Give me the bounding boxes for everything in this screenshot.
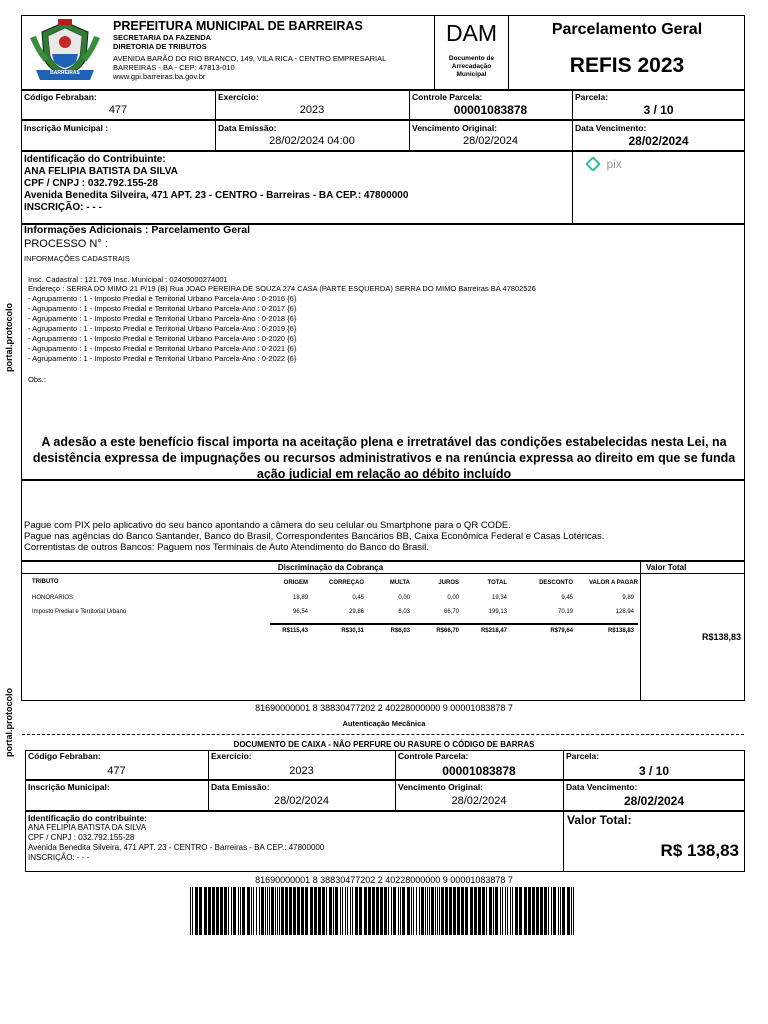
barcode-bar — [431, 887, 434, 935]
barcode-bar — [256, 887, 257, 935]
header-address-1: AVENIDA BARÃO DO RIO BRANCO, 149, VILA RICA - CENTRO EMPRESARIAL — [113, 54, 387, 63]
barcode-bar — [267, 887, 268, 935]
exercicio-value: 2023 — [299, 104, 325, 116]
header-website: www.gpi.barreiras.ba.gov.br — [113, 72, 206, 81]
brasao-banner-text: BARREIRAS — [50, 70, 80, 76]
barcode-bar — [449, 887, 452, 935]
endereco-imovel: Endereço : SERRA DO MIMO 21 P/19 (B) Rua JOAO PEREIRA DE SOUZA 274 CASA (PARTE ESQUERDA) SERRA DO MIMO Barreiras BA 47802526 — [28, 284, 536, 293]
barcode-bar — [259, 887, 260, 935]
barcode-bar — [216, 887, 219, 935]
parcela-value: 3 / 10 — [643, 103, 674, 117]
barcode-bar — [228, 887, 229, 935]
barcode-bar — [402, 887, 405, 935]
barcode-bar — [281, 887, 284, 935]
stub-controle-parcela-value: 00001083878 — [442, 764, 516, 778]
barcode-bar — [380, 887, 383, 935]
row-multa: 0,00 — [398, 595, 410, 601]
barcode-bar — [195, 887, 198, 935]
dam-desc-3: Municipal — [456, 71, 487, 78]
barcode-bar — [352, 887, 353, 935]
barcode-bar — [190, 887, 191, 935]
stub-data-vencimento-value: 28/02/2024 — [623, 794, 685, 808]
obs-label: Obs.: — [28, 375, 46, 384]
aviso-legal: A adesão a este benefício fiscal importa na aceitação plena e irretratável das condições estabelecidas nesta Lei, na desistência expressa de impugnações ou recursos administrativos e na renúncia expressa ao direito em que se funda ação judicial em relação ao débito incluído — [32, 435, 736, 481]
cobranca-title: Discriminação da Cobrança — [277, 563, 384, 572]
barcode-bar — [548, 887, 549, 935]
informacoes-cadastrais: INFORMAÇÕES CADASTRAIS — [24, 254, 130, 263]
barcode-bar — [453, 887, 456, 935]
stub-contribuinte-title: Identificação do contribuinte: — [28, 813, 148, 823]
barcode-bar — [512, 887, 513, 935]
barcode-bar — [271, 887, 274, 935]
barcode-bar — [416, 887, 417, 935]
barcode-bar — [368, 887, 371, 935]
barcode-bar — [240, 887, 241, 935]
stub-inscricao-label: Inscrição Municipal: — [28, 782, 110, 792]
barcode-bar — [429, 887, 430, 935]
barcode-bar — [388, 887, 389, 935]
barcode-bar — [441, 887, 444, 935]
contribuinte-div — [572, 151, 573, 224]
total-correcao: R$30,31 — [341, 628, 364, 634]
barcode-bar — [384, 887, 387, 935]
row-valor-pagar: 9,89 — [622, 595, 634, 601]
barcode-bar — [224, 887, 227, 935]
barcode-bar — [540, 887, 543, 935]
barcode-bar — [524, 887, 527, 935]
autenticacao-mecanica: Autenticação Mecânica — [342, 719, 426, 728]
barcode-bar — [372, 887, 375, 935]
agrupamento-item: - Agrupamento : 1 - Imposto Predial e Territorial Urbano Parcela-Ano : 0-2016 {6} — [28, 294, 297, 303]
cut-line — [22, 734, 744, 735]
total-desconto: R$79,64 — [550, 628, 573, 634]
documento-caixa: DOCUMENTO DE CAIXA - NÃO PERFURE OU RASURE O CÓDIGO DE BARRAS — [233, 740, 535, 749]
stub-vencimento-original-value: 28/02/2024 — [451, 795, 507, 807]
col-origem: ORIGEM — [283, 580, 308, 586]
stub-data-vencimento-label: Data Vencimento: — [566, 782, 638, 792]
side-label-top: portal.protocolo — [4, 303, 14, 372]
barcode-bar — [551, 887, 552, 935]
barcode-bar — [398, 887, 399, 935]
controle-parcela-value: 00001083878 — [453, 103, 528, 117]
row-origem: 96,54 — [292, 609, 308, 615]
barcode-bar — [573, 887, 574, 935]
contribuinte-endereco: Avenida Benedita Silveira, 471 APT. 23 - CENTRO - Barreiras - BA CEP.: 47800000 — [24, 190, 409, 201]
dam-desc-2: Arrecadação — [451, 63, 492, 70]
barcode-bar — [437, 887, 438, 935]
data-emissao-value: 28/02/2024 04:00 — [269, 135, 355, 147]
col-juros: JUROS — [438, 580, 459, 586]
barcode-bar — [269, 887, 270, 935]
stub-contribuinte-cpf: CPF / CNPJ : 032.792.155-28 — [28, 833, 135, 842]
insc-cadastral: Insc. Cadastral : 121.769 Insc. Municipal : 02405000274001 — [28, 275, 228, 284]
barcode-bar — [233, 887, 236, 935]
controle-parcela-label: Controle Parcela: — [412, 92, 483, 102]
total-valor-pagar: R$138,83 — [607, 628, 634, 634]
barcode-bar — [393, 887, 396, 935]
barcode-bar — [277, 887, 278, 935]
barcode-bar — [536, 887, 539, 935]
barcode-bar — [427, 887, 428, 935]
linha-digitavel: 81690000001 8 38830477202 2 40228000000 9 00001083878 7 — [255, 703, 513, 713]
barcode-bar — [486, 887, 487, 935]
col-desconto: DESCONTO — [539, 580, 573, 586]
barcode-bar — [532, 887, 535, 935]
diretoria-text: DIRETORIA DE TRIBUTOS — [113, 42, 207, 51]
programa-title: REFIS 2023 — [569, 54, 685, 77]
barcode-bar — [482, 887, 485, 935]
processo-label: PROCESSO N° : — [24, 238, 108, 250]
barcode-bar — [558, 887, 559, 935]
row-juros: 66,70 — [443, 609, 459, 615]
prefeitura-title: PREFEITURA MUNICIPAL DE BARREIRAS — [113, 19, 363, 33]
barcode-bar — [212, 887, 215, 935]
stub-contribuinte-inscricao: INSCRIÇÃO: - - - — [28, 853, 90, 862]
barcode-bar — [478, 887, 481, 935]
row-correcao: 0,45 — [352, 595, 364, 601]
cobranca-div — [640, 561, 641, 701]
cobranca-header-line — [21, 573, 745, 574]
barcode-bar — [342, 887, 343, 935]
barcode-bar — [322, 887, 325, 935]
barcode-bar — [407, 887, 410, 935]
pix-icon — [586, 157, 600, 171]
barcode-bar — [231, 887, 232, 935]
stub-parcela-value: 3 / 10 — [638, 764, 670, 778]
stub-codigo-febraban-label: Código Febraban: — [28, 751, 101, 761]
barcode-bar — [421, 887, 424, 935]
barcode-bar — [199, 887, 202, 935]
barcode-bar — [247, 887, 250, 935]
barcode-bar — [515, 887, 518, 935]
col-valor-pagar: VALOR A PAGAR — [589, 580, 638, 586]
barcode-bar — [335, 887, 338, 935]
stub-controle-parcela-label: Controle Parcela: — [398, 751, 469, 761]
stub-data-emissao-label: Data Emissão: — [211, 782, 270, 792]
row-tributo: Imposto Predial e Territorial Urbano — [32, 609, 127, 615]
barcode-bar — [340, 887, 341, 935]
barcode-bar — [364, 887, 367, 935]
secretaria-text: SECRETARIA DA FAZENDA — [113, 33, 212, 42]
barcode-bar — [544, 887, 547, 935]
barcode-bar — [289, 887, 292, 935]
barcode-bar — [461, 887, 464, 935]
barcode-bar — [347, 887, 348, 935]
dam-desc-1: Documento de — [448, 55, 495, 62]
barcode-bar — [251, 887, 252, 935]
row-desconto: 70,19 — [557, 609, 573, 615]
barcode-bar — [439, 887, 440, 935]
totals-line — [270, 623, 638, 625]
barcode-bar — [502, 887, 503, 935]
contribuinte-nome: ANA FELIPIA BATISTA DA SILVA — [24, 166, 178, 177]
barcode-bar — [419, 887, 420, 935]
barcode-bar — [571, 887, 572, 935]
data-vencimento-label: Data Vencimento: — [575, 123, 647, 133]
barcode-bar — [376, 887, 379, 935]
dam-title: DAM — [445, 20, 498, 46]
col-multa: MULTA — [389, 580, 410, 586]
stub-codigo-febraban-value: 477 — [107, 765, 126, 777]
agrupamento-item: - Agrupamento : 1 - Imposto Predial e Territorial Urbano Parcela-Ano : 0-2017 {6} — [28, 304, 297, 313]
contribuinte-title: Identificação do Contribuinte: — [24, 154, 166, 165]
barcode-bar — [208, 887, 211, 935]
info-title: Informações Adicionais : Parcelamento Geral — [24, 224, 251, 236]
col-tributo: TRIBUTO — [32, 579, 59, 585]
barcode-bar — [391, 887, 392, 935]
barcode-bar — [279, 887, 280, 935]
barcode-bar — [350, 887, 351, 935]
row-valor-pagar: 128,94 — [615, 609, 634, 615]
row-desconto: 9,45 — [561, 595, 573, 601]
barcode-bar — [495, 887, 498, 935]
stub-exercicio-value: 2023 — [289, 765, 314, 777]
barcode-bar — [519, 887, 522, 935]
barcode-bar — [505, 887, 506, 935]
vencimento-original-label: Vencimento Original: — [412, 123, 498, 133]
barcode-bar — [318, 887, 321, 935]
agrupamento-item: - Agrupamento : 1 - Imposto Predial e Territorial Urbano Parcela-Ano : 0-2022 {6} — [28, 354, 297, 363]
barcode-bar — [567, 887, 570, 935]
total-total: R$218,47 — [480, 628, 507, 634]
barcode-bar — [507, 887, 508, 935]
barcode-bar — [562, 887, 565, 935]
row-origem: 18,89 — [292, 595, 308, 601]
pix-text: pix — [606, 156, 622, 171]
row-multa: 6,03 — [398, 609, 410, 615]
barcode-bar — [220, 887, 223, 935]
agrupamento-item: - Agrupamento : 1 - Imposto Predial e Territorial Urbano Parcela-Ano : 0-2019 {6} — [28, 324, 297, 333]
barcode-bar — [411, 887, 412, 935]
barcode-bar — [265, 887, 266, 935]
barcode-bar — [285, 887, 288, 935]
row-correcao: 29,86 — [348, 609, 364, 615]
barcode-bar — [445, 887, 448, 935]
data-vencimento-value: 28/02/2024 — [628, 134, 689, 148]
stub-linha-digitavel: 81690000001 8 38830477202 2 40228000000 9 00001083878 7 — [255, 875, 513, 885]
barcode-bar — [333, 887, 334, 935]
barcode-bar — [359, 887, 362, 935]
inscricao-municipal-label: Inscrição Municipal : — [24, 123, 109, 133]
barcode-bar — [474, 887, 477, 935]
barcode-bar — [345, 887, 346, 935]
contribuinte-inscricao: INSCRIÇÃO: - - - — [24, 202, 102, 213]
header-address-2: BARREIRAS - BA - CEP: 47813-010 — [113, 63, 235, 72]
barcode-bar — [493, 887, 494, 935]
stub-vencimento-original-label: Vencimento Original: — [398, 782, 484, 792]
barcode-bar — [489, 887, 492, 935]
side-label-bottom: portal.protocolo — [4, 688, 14, 757]
barcode-bar — [301, 887, 304, 935]
exercicio-label: Exercício: — [218, 92, 259, 102]
barcode-bar — [192, 887, 193, 935]
stub-contribuinte-nome: ANA FELIPIA BATISTA DA SILVA — [28, 823, 147, 832]
agrupamento-item: - Agrupamento : 1 - Imposto Predial e Territorial Urbano Parcela-Ano : 0-2021 {6} — [28, 344, 297, 353]
barcode-bar — [510, 887, 511, 935]
valor-total-value: R$138,83 — [701, 632, 741, 642]
barcode-bar — [560, 887, 561, 935]
barcode-bar — [326, 887, 327, 935]
barcode-bar — [457, 887, 460, 935]
barcode-bar — [435, 887, 436, 935]
barcode-bar — [329, 887, 332, 935]
agrupamento-item: - Agrupamento : 1 - Imposto Predial e Territorial Urbano Parcela-Ano : 0-2020 {6} — [28, 334, 297, 343]
barcode-bar — [553, 887, 556, 935]
row-total: 199,13 — [488, 609, 507, 615]
barcode-bar — [253, 887, 254, 935]
pagamento-linha-3: Correntistas de outros Bancos: Paguem nos Terminais de Auto Atendimento do Banco do Brasil. — [24, 542, 429, 553]
agrupamento-item: - Agrupamento : 1 - Imposto Predial e Territorial Urbano Parcela-Ano : 0-2018 {6} — [28, 314, 297, 323]
barcode-bar — [293, 887, 296, 935]
barcode-bar — [261, 887, 264, 935]
tipo-title: Parcelamento Geral — [551, 21, 703, 38]
barcode-bar — [528, 887, 531, 935]
barcode-bar — [305, 887, 308, 935]
pagamento-linha-1: Pague com PIX pelo aplicativo do seu banco apontando a câmera do seu celular ou Smartphone para o QR CODE. — [24, 520, 511, 531]
col-total: TOTAL — [487, 580, 507, 586]
pagamento-linha-2: Pague nas agências do Banco Santander, Banco do Brasil, Correspondentes Bancários BB, Caixa Econômica Federal e Casas Lotéricas. — [24, 531, 605, 542]
total-multa: R$6,03 — [390, 628, 410, 634]
barcode-bar — [204, 887, 207, 935]
barcode-bar — [413, 887, 414, 935]
barcode-bar — [470, 887, 473, 935]
stub-data-emissao-value: 28/02/2024 — [273, 795, 330, 807]
total-juros: R$66,70 — [436, 628, 459, 634]
stub-valor-total-label: Valor Total: — [567, 813, 632, 827]
row-tributo: HONORARIOS — [32, 595, 74, 601]
row-total: 19,34 — [491, 595, 507, 601]
barcode-bar — [238, 887, 239, 935]
s3-div — [563, 811, 564, 872]
barcode-bar — [242, 887, 245, 935]
stub-exercicio-label: Exercício: — [211, 751, 252, 761]
codigo-febraban-value: 477 — [108, 104, 128, 116]
valor-total-label: Valor Total — [646, 563, 687, 572]
col-correcao: CORREÇAO — [328, 580, 364, 586]
barcode-bar — [355, 887, 358, 935]
row-juros: 0,00 — [447, 595, 459, 601]
barcode-bar — [425, 887, 426, 935]
barcode-bar — [500, 887, 501, 935]
coat-of-arms-logo — [22, 18, 108, 84]
barcode — [188, 887, 580, 935]
barcode-bar — [465, 887, 468, 935]
total-origem: R$115,43 — [282, 628, 308, 634]
parcela-label: Parcela: — [575, 92, 609, 102]
barcode-bar — [310, 887, 313, 935]
vencimento-original-value: 28/02/2024 — [462, 135, 519, 147]
contribuinte-cpf: CPF / CNPJ : 032.792.155-28 — [24, 178, 158, 189]
barcode-bar — [297, 887, 300, 935]
barcode-bar — [314, 887, 317, 935]
barcode-bar — [275, 887, 276, 935]
pix-logo — [586, 155, 622, 169]
barcode-bar — [400, 887, 401, 935]
data-emissao-label: Data Emissão: — [218, 123, 277, 133]
stub-valor-total-value: R$ 138,83 — [660, 841, 739, 860]
stub-contribuinte-endereco: Avenida Benedita Silveira, 471 APT. 23 - CENTRO - Barreiras - BA CEP.: 47800000 — [28, 843, 325, 852]
codigo-febraban-label: Código Febraban: — [24, 92, 97, 102]
stub-parcela-label: Parcela: — [566, 751, 600, 761]
